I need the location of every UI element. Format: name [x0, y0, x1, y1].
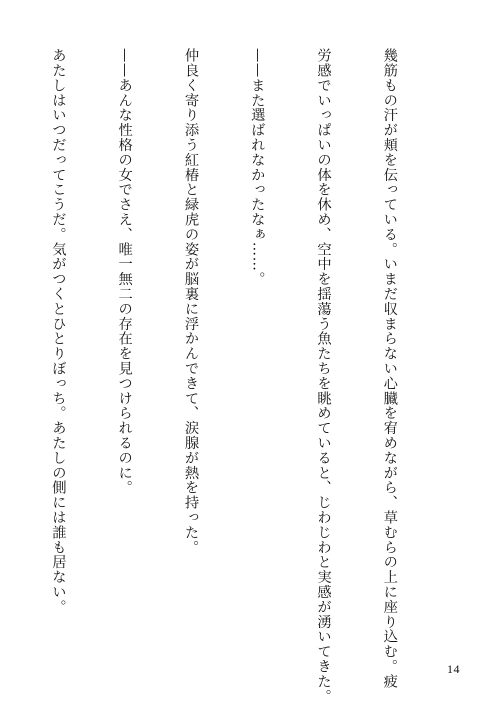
vertical-text-body — [0, 48, 445, 704]
text-line: 労感でいっぱいの体を休め、空中を揺蕩う魚たちを眺めていると、じわじわと実感が湧いてきた。 — [315, 48, 332, 704]
text-line: 幾筋もの汗が頬を伝っている。いまだ収まらない心臓を宥めながら、草むらの上に座り込む。疲 — [381, 48, 398, 689]
text-line: ——また選ばれなかったなぁ……。 — [249, 48, 266, 287]
text-line: ——あんな性格の女でさえ、唯一無二の存在を見つけられるのに。 — [116, 48, 133, 495]
text-line — [0, 48, 3, 628]
page-number: 14 — [447, 662, 460, 676]
text-line: あたしはいつだってこうだ。気がつくとひとりぼっち。あたしの側には誰も居ない。 — [50, 48, 67, 615]
text-line: 仲良く寄り添う紅椿と緑虎の姿が脳裏に浮かんできて、涙腺が熱を持った。 — [182, 48, 199, 555]
